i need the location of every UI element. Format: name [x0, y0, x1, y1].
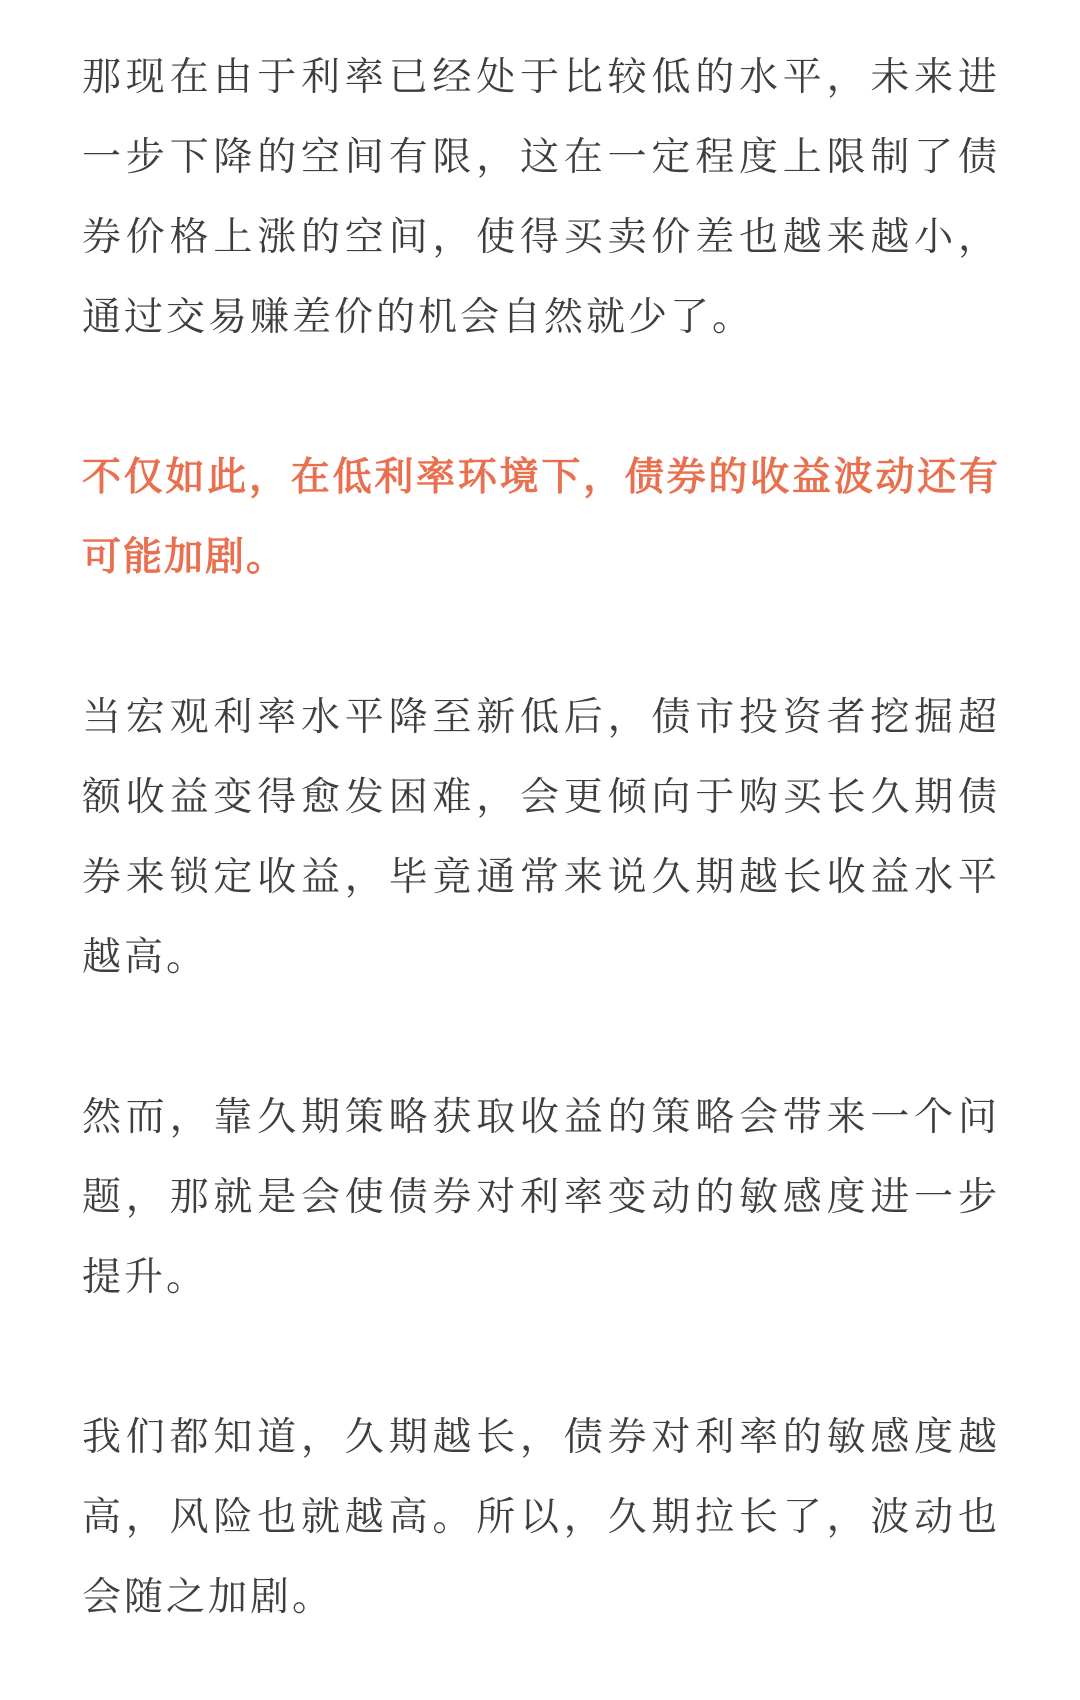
- article-paragraph-1: 那现在由于利率已经处于比较低的水平，未来进一步下降的空间有限，这在一定程度上限制了债券价格上涨的空间，使得买卖价差也越来越小，通过交易赚差价的机会自然就少了。: [82, 55, 1000, 340]
- article-paragraph-3: 当宏观利率水平降至新低后，债市投资者挖掘超额收益变得愈发困难，会更倾向于购买长久期债券来锁定收益，毕竟通常来说久期越长收益水平越高。: [82, 695, 1000, 980]
- article-highlight-paragraph: 不仅如此，在低利率环境下，债券的收益波动还有可能加剧。: [82, 455, 1000, 580]
- article-paragraph-5: 我们都知道，久期越长，债券对利率的敏感度越高，风险也就越高。所以，久期拉长了，波动也会随之加剧。: [82, 1415, 1000, 1620]
- article-paragraph-4: 然而，靠久期策略获取收益的策略会带来一个问题，那就是会使债券对利率变动的敏感度进一步提升。: [82, 1095, 1000, 1300]
